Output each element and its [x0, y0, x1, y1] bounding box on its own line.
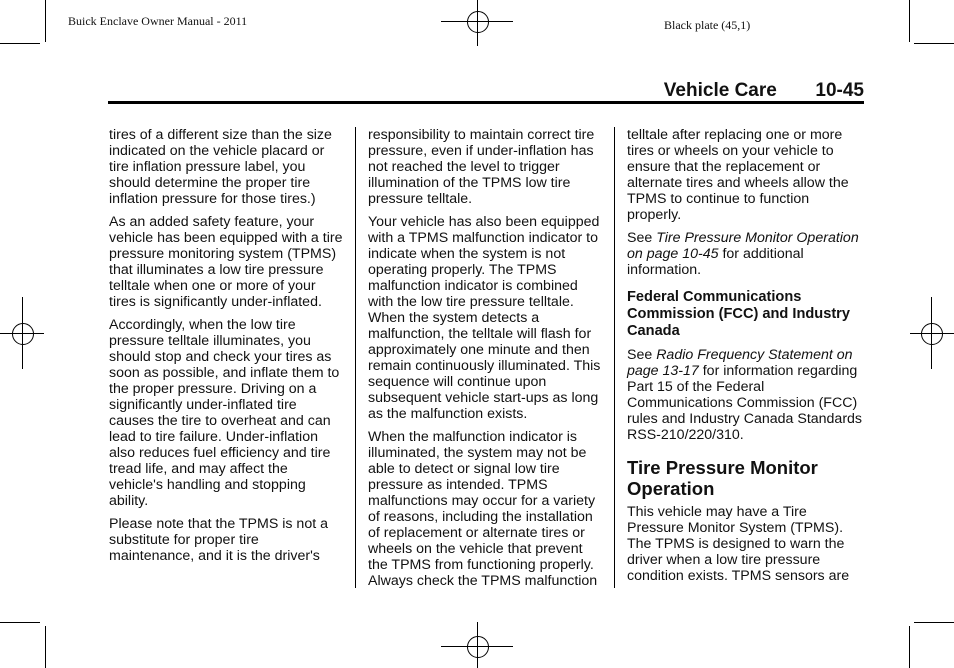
column-2	[368, 127, 606, 596]
section-title: Vehicle Care	[663, 80, 777, 101]
crop-mark	[909, 0, 910, 42]
paragraph: Please note that the TPMS is not a substitute for proper tire maintenance, and it is the driver's	[109, 516, 328, 564]
cross-reference-link[interactable]: Radio Frequency Statement on page 13-17	[627, 347, 853, 379]
crop-mark	[0, 622, 40, 623]
page-header	[664, 80, 864, 102]
cross-reference-link[interactable]: Tire Pressure Monitor Operation on page 10-45	[627, 230, 859, 262]
paragraph: As an added safety feature, your vehicle has been equipped with a tire pressure monitoring system (TPMS) that illuminates a low tire pressure telltale when one or more of your tires is significantly under-inflated.	[109, 214, 343, 310]
paragraph: Accordingly, when the low tire pressure telltale illuminates, you should stop and check your tires as soon as possible, and inflate them to the proper pressure. Driving on a significantly under-inflated tire causes the tire to overheat and can lead to tire failure. Under-inflation also reduces fuel efficiency and tire tread life, and may affect the vehicle's handling and stopping ability.	[109, 317, 340, 509]
column-3	[627, 127, 867, 591]
plate-label: Black plate (45,1)	[664, 18, 751, 32]
tpms-heading: Tire Pressure Monitor Operation	[627, 457, 818, 499]
column-divider	[614, 127, 615, 588]
paragraph-see-also: See Radio Frequency Statement on page 13-17 for information regarding Part 15 of the Federal Communications Commission (FCC) rules and Industry Canada Standards RSS-210/220/310.	[627, 347, 863, 443]
manual-title: Buick Enclave Owner Manual - 2011	[68, 14, 248, 28]
paragraph: Your vehicle has also been equipped with a TPMS malfunction indicator to indicate when the system is not operating properly. The TPMS malfunction indicator is combined with the low tire pressure telltale. When the system detects a malfunction, the telltale will flash for approximately one minute and then remain continuously illuminated. This sequence will continue upon subsequent vehicle start-ups as long as the malfunction exists.	[368, 214, 601, 422]
header-rule	[108, 101, 864, 104]
crop-mark	[45, 626, 46, 668]
paragraph: telltale after replacing one or more tires or wheels on your vehicle to ensure that the replacement or alternate tires and wheels allow the TPMS to continue to function properly.	[627, 127, 849, 223]
paragraph: responsibility to maintain correct tire pressure, even if under-inflation has not reached the level to trigger illumination of the TPMS low tire pressure telltale.	[368, 127, 595, 207]
crop-mark	[914, 43, 954, 44]
paragraph-see-also: See Tire Pressure Monitor Operation on page 10-45 for additional information.	[627, 230, 859, 278]
paragraph: When the malfunction indicator is illuminated, the system may not be able to detect or signal low tire pressure as intended. TPMS malfunctions may occur for a variety of reasons, including the installation of replacement or alternate tires or wheels on the vehicle that prevent the TPMS from functioning properly. Always check the TPMS malfunction	[368, 429, 598, 589]
fcc-heading: Federal Communications Commission (FCC) and Industry Canada	[627, 289, 850, 339]
column-1	[109, 127, 345, 571]
paragraph: This vehicle may have a Tire Pressure Monitor System (TPMS). The TPMS is designed to warn the driver when a low tire pressure condition exists. TPMS sensors are	[627, 504, 850, 584]
column-divider	[355, 127, 356, 588]
crop-mark	[0, 43, 40, 44]
paragraph: tires of a different size than the size indicated on the vehicle placard or tire inflation pressure label, you should determine the proper tire inflation pressure for those tires.)	[109, 127, 332, 207]
page-number: 10-45	[815, 80, 864, 101]
crop-mark	[45, 0, 46, 42]
crop-mark	[909, 626, 910, 668]
crop-mark	[914, 622, 954, 623]
